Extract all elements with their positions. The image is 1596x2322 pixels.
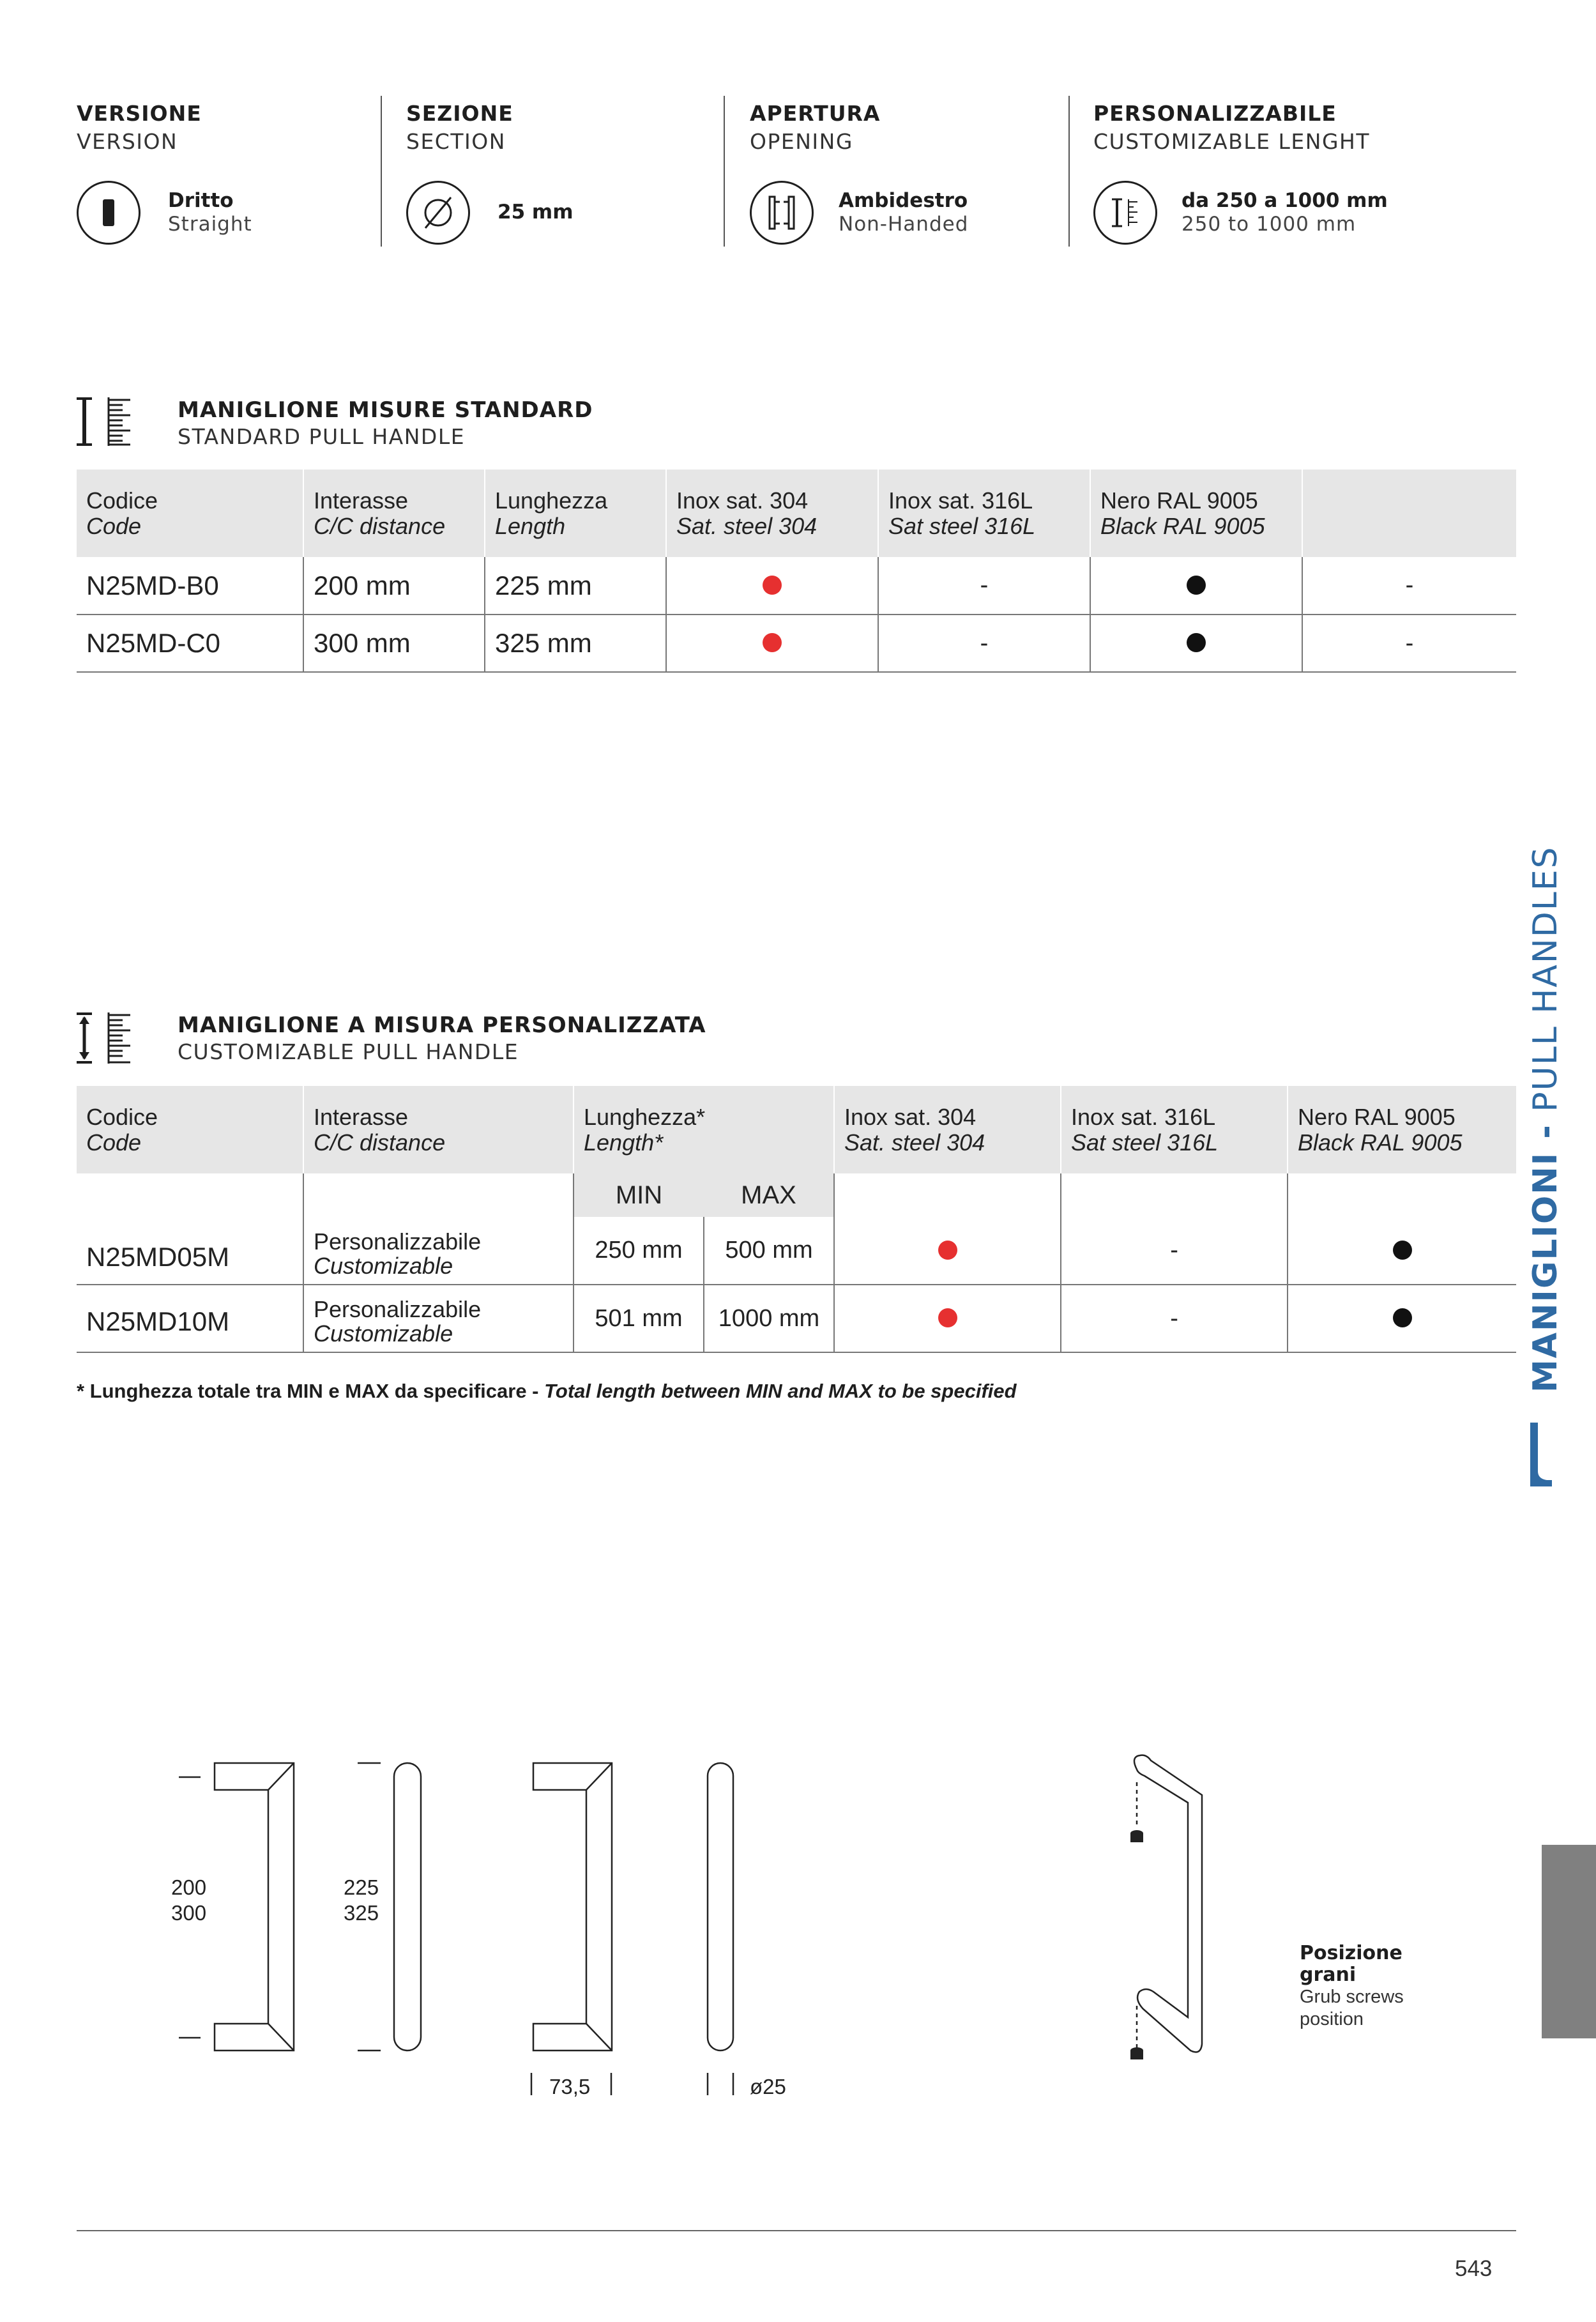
length-cell: 325 mm xyxy=(485,615,666,672)
available-red-dot xyxy=(763,633,782,652)
table-row xyxy=(77,615,1516,672)
grub-label-it-1: Posizione xyxy=(1300,1942,1402,1964)
cc-cell: Personalizzabile Customizable xyxy=(303,1217,574,1285)
custom-ruler-icon xyxy=(75,1011,133,1065)
inox316-cell: - xyxy=(1061,1285,1288,1352)
min-cell: 250 mm xyxy=(574,1217,704,1285)
max-header: MAX xyxy=(704,1173,834,1217)
col-header: Nero RAL 9005 Black RAL 9005 xyxy=(1288,1086,1516,1173)
empty-cell xyxy=(1061,1173,1288,1217)
black-cell xyxy=(1288,1285,1516,1352)
table-row xyxy=(77,557,1516,615)
available-red-dot xyxy=(938,1308,957,1327)
inox316-cell: - xyxy=(1061,1217,1288,1285)
grub-label-it-2: grani xyxy=(1300,1964,1357,1986)
inox304-cell xyxy=(666,615,878,672)
footer-rule xyxy=(77,2230,1516,2231)
handle-logo-icon xyxy=(1528,1421,1553,1488)
available-black-dot xyxy=(1187,576,1206,595)
available-black-dot xyxy=(1187,633,1206,652)
grub-label-en-2: position xyxy=(1300,2009,1364,2029)
feature-subtitle: SECTION xyxy=(406,129,506,154)
cc-cell: Personalizzabile Customizable xyxy=(303,1285,574,1352)
feature-subtitle: CUSTOMIZABLE LENGHT xyxy=(1093,129,1370,154)
inox316-cell: - xyxy=(878,615,1090,672)
feature-subtitle: OPENING xyxy=(750,129,853,154)
length-dimension-2: 325 xyxy=(344,1901,379,1925)
max-cell: 1000 mm xyxy=(704,1285,834,1352)
feature-title: APERTURA xyxy=(750,101,881,126)
cc-dimension-1: 200 xyxy=(171,1875,207,1899)
feature-title: PERSONALIZZABILE xyxy=(1093,101,1337,126)
table-row xyxy=(77,1217,1516,1285)
divider xyxy=(724,96,725,247)
feature-value-en: 250 to 1000 mm xyxy=(1182,213,1357,236)
min-cell: 501 mm xyxy=(574,1285,704,1352)
col-header: Lunghezza Length xyxy=(485,470,666,557)
length-dimension-1: 225 xyxy=(344,1875,379,1899)
page-number: 543 xyxy=(1455,2256,1493,2281)
extra-cell: - xyxy=(1302,557,1516,615)
table-row xyxy=(77,1285,1516,1352)
inox304-cell xyxy=(834,1217,1061,1285)
col-header: Inox sat. 316L Sat steel 316L xyxy=(1061,1086,1288,1173)
empty-cell xyxy=(303,1173,574,1217)
min-header: MIN xyxy=(574,1173,704,1217)
section-title: MANIGLIONE A MISURA PERSONALIZZATA xyxy=(178,1012,706,1038)
page-tab-marker xyxy=(1542,1845,1596,2038)
grub-label-en-1: Grub screws xyxy=(1300,1987,1404,2007)
code-cell: N25MD-B0 xyxy=(77,557,303,615)
table-header-row xyxy=(77,1086,1516,1173)
grub-screw-icon xyxy=(1130,1830,1143,2059)
col-header: Inox sat. 316L Sat steel 316L xyxy=(878,470,1090,557)
col-header xyxy=(1302,470,1516,557)
standard-ruler-icon xyxy=(75,396,133,447)
feature-value-en: Non-Handed xyxy=(839,213,969,236)
col-header: Interasse C/C distance xyxy=(303,1086,574,1173)
col-header: Codice Code xyxy=(77,1086,303,1173)
available-black-dot xyxy=(1393,1308,1412,1327)
depth-dimension: 73,5 xyxy=(549,2075,591,2098)
inox304-cell xyxy=(666,557,878,615)
diameter-dimension: ø25 xyxy=(750,2075,786,2098)
col-header: Inox sat. 304 Sat. steel 304 xyxy=(834,1086,1061,1173)
section-subtitle: CUSTOMIZABLE PULL HANDLE xyxy=(178,1039,519,1064)
feature-title: VERSIONE xyxy=(77,101,202,126)
inox316-cell: - xyxy=(878,557,1090,615)
code-cell: N25MD-C0 xyxy=(77,615,303,672)
code-cell: N25MD10M xyxy=(77,1285,303,1352)
code-cell: N25MD05M xyxy=(77,1217,303,1285)
section-subtitle: STANDARD PULL HANDLE xyxy=(178,424,466,449)
available-red-dot xyxy=(763,576,782,595)
footnote: * Lunghezza totale tra MIN e MAX da specificare - Total length between MIN and MAX to be specified xyxy=(77,1380,1017,1402)
feature-value: Dritto xyxy=(168,189,234,212)
straight-icon xyxy=(77,181,141,245)
black-cell xyxy=(1288,1217,1516,1285)
black-cell xyxy=(1090,615,1302,672)
ruler-length-icon xyxy=(1093,181,1157,245)
col-header: Interasse C/C distance xyxy=(303,470,485,557)
empty-cell xyxy=(1288,1173,1516,1217)
standard-table xyxy=(77,470,1516,673)
table-header-row xyxy=(77,470,1516,557)
subheader-row xyxy=(77,1173,1516,1217)
feature-title: SEZIONE xyxy=(406,101,513,126)
door-handles-icon xyxy=(750,181,814,245)
technical-drawing xyxy=(166,1750,805,2108)
cc-cell: 300 mm xyxy=(303,615,485,672)
custom-table xyxy=(77,1086,1516,1353)
cc-dimension-2: 300 xyxy=(171,1901,207,1925)
feature-value: 25 mm xyxy=(498,201,574,224)
black-cell xyxy=(1090,557,1302,615)
diameter-icon xyxy=(406,181,470,245)
length-cell: 225 mm xyxy=(485,557,666,615)
handle-3d-view xyxy=(1111,1750,1226,2082)
inox304-cell xyxy=(834,1285,1061,1352)
available-red-dot xyxy=(938,1241,957,1260)
feature-value: da 250 a 1000 mm xyxy=(1182,189,1388,212)
divider xyxy=(1068,96,1070,247)
divider xyxy=(381,96,382,247)
feature-subtitle: VERSION xyxy=(77,129,178,154)
max-cell: 500 mm xyxy=(704,1217,834,1285)
col-header: Inox sat. 304 Sat. steel 304 xyxy=(666,470,878,557)
cc-cell: 200 mm xyxy=(303,557,485,615)
feature-value: Ambidestro xyxy=(839,189,968,212)
feature-value-en: Straight xyxy=(168,213,252,236)
col-header: Nero RAL 9005 Black RAL 9005 xyxy=(1090,470,1302,557)
empty-cell xyxy=(834,1173,1061,1217)
section-title: MANIGLIONE MISURE STANDARD xyxy=(178,397,593,423)
col-header: Lunghezza* Length* xyxy=(574,1086,834,1173)
empty-cell xyxy=(77,1173,303,1217)
side-category-label: MANIGLIONI - PULL HANDLES xyxy=(1526,846,1565,1393)
col-header: Codice Code xyxy=(77,470,303,557)
extra-cell: - xyxy=(1302,615,1516,672)
available-black-dot xyxy=(1393,1241,1412,1260)
